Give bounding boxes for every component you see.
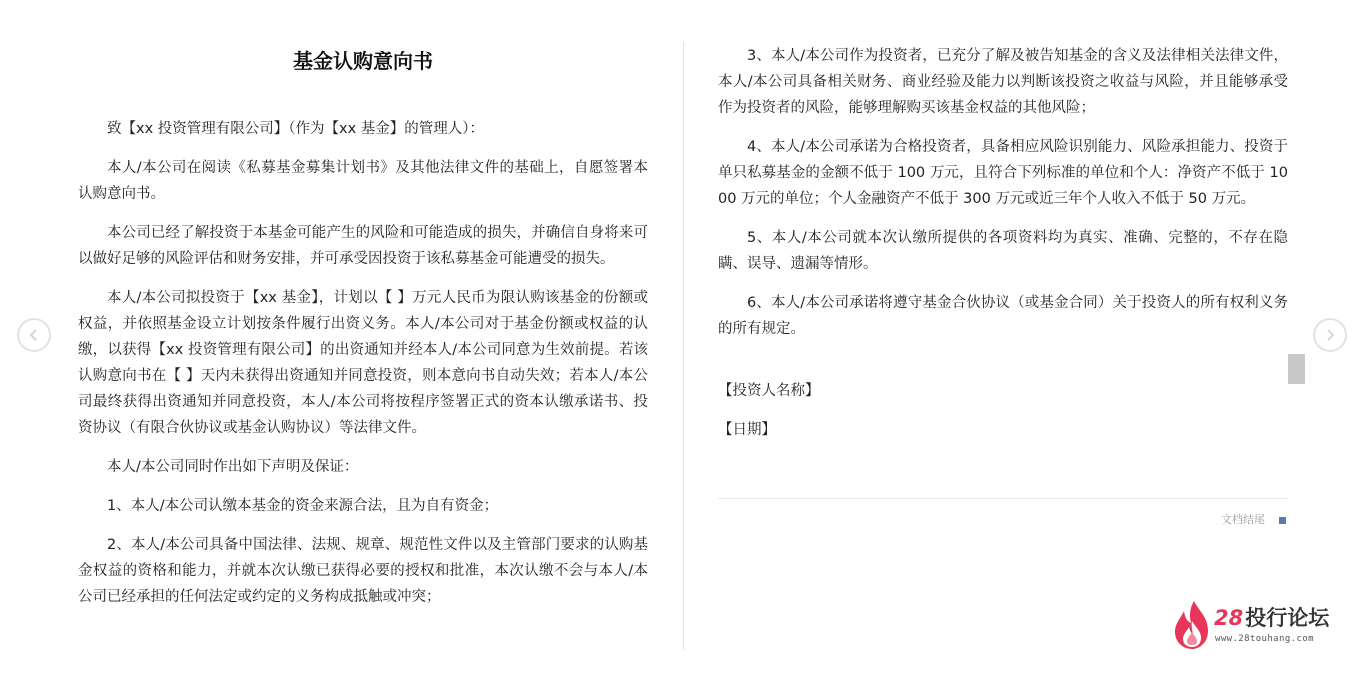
left-page: [78, 0, 648, 623]
signature-block: [718, 378, 1288, 443]
date-field: 【日期】: [718, 422, 776, 438]
paragraph-clause-6: 6、本人/本公司承诺将遵守基金合伙协议（或基金合同）关于投资人的所有权利义务的所有规定。: [718, 295, 1288, 337]
paragraph-clause-3: 3、本人/本公司作为投资者，已充分了解及被告知基金的含义及法律相关法律文件，本人/本公司具备相关财务、商业经验及能力以判断该投资之收益与风险，并且能够承受作为投资者的风险，能够理解购买该基金权益的其他风险；: [718, 48, 1288, 116]
paragraph-clause-1: 1、本人/本公司认缴本基金的资金来源合法，且为自有资金；: [107, 498, 499, 514]
paragraph-intro: 本人/本公司在阅读《私募基金募集计划书》及其他法律文件的基础上，自愿签署本认购意向书。: [78, 160, 648, 202]
paragraph-subscription: 本人/本公司拟投资于【xx 基金】，计划以【 】万元人民币为限认购该基金的份额或权益，并依照基金设立计划按条件履行出资义务。本人/本公司对于基金份额或权益的认缴，以获得【xx 投资管理有限公司】的出资通知并经本人/本公司同意为生效前提。若该认购意向书在【 】天内未获得出资通知并同意投资，则本意向书自动失效；若本人/本公司最终获得出资通知并同意投资，本人/本公司将按程序签署正式的资本认缴承诺书、投资协议（有限合伙协议或基金认购协议）等法律文件。: [78, 290, 648, 436]
paragraph-clause-2: 2、本人/本公司具备中国法律、法规、规章、规范性文件以及主管部门要求的认购基金权益的资格和能力，并就本次认缴已获得必要的授权和批准，本次认缴不会与本人/本公司已经承担的任何法定或约定的义务构成抵触或冲突；: [78, 537, 648, 605]
end-divider: [718, 498, 1288, 499]
logo-url: www.28touhang.com: [1215, 634, 1314, 644]
logo-text: [1214, 605, 1329, 631]
site-logo[interactable]: [1172, 599, 1352, 651]
paragraph-clause-5: 5、本人/本公司就本次认缴所提供的各项资料均为真实、准确、完整的，不存在隐瞒、误导、遗漏等情形。: [718, 230, 1288, 272]
logo-number: 28: [1214, 606, 1244, 630]
logo-title: 投行论坛: [1245, 606, 1330, 630]
paragraph-risk: 本公司已经了解投资于本基金可能产生的风险和可能造成的损失，并确信自身将来可以做好足够的风险评估和财务安排，并可承受因投资于该私募基金可能遭受的损失。: [78, 225, 648, 267]
chevron-left-icon: [27, 328, 41, 342]
next-page-button[interactable]: [1313, 318, 1347, 352]
investor-name-field: 【投资人名称】: [718, 383, 820, 399]
paragraph-clause-4: 4、本人/本公司承诺为合格投资者，具备相应风险识别能力、风险承担能力、投资于单只私募基金的金额不低于 100 万元，且符合下列标准的单位和个人：净资产不低于 1000 万元的单位；个人金融资产不低于 300 万元或近三年个人收入不低于 50 万元。: [718, 139, 1288, 207]
scrollbar-thumb[interactable]: [1288, 354, 1305, 384]
right-page: [718, 43, 1288, 456]
end-marker-square-icon: [1279, 517, 1286, 524]
paragraph-addressee: 致【xx 投资管理有限公司】（作为【xx 基金】的管理人）：: [107, 121, 485, 137]
flame-icon: [1172, 599, 1212, 651]
end-of-document-label: 文档结尾: [1221, 513, 1265, 526]
chevron-right-icon: [1323, 328, 1337, 342]
document-title: 基金认购意向书: [293, 49, 433, 73]
page-divider: [683, 42, 684, 650]
prev-page-button[interactable]: [17, 318, 51, 352]
paragraph-declaration: 本人/本公司同时作出如下声明及保证：: [107, 459, 359, 475]
